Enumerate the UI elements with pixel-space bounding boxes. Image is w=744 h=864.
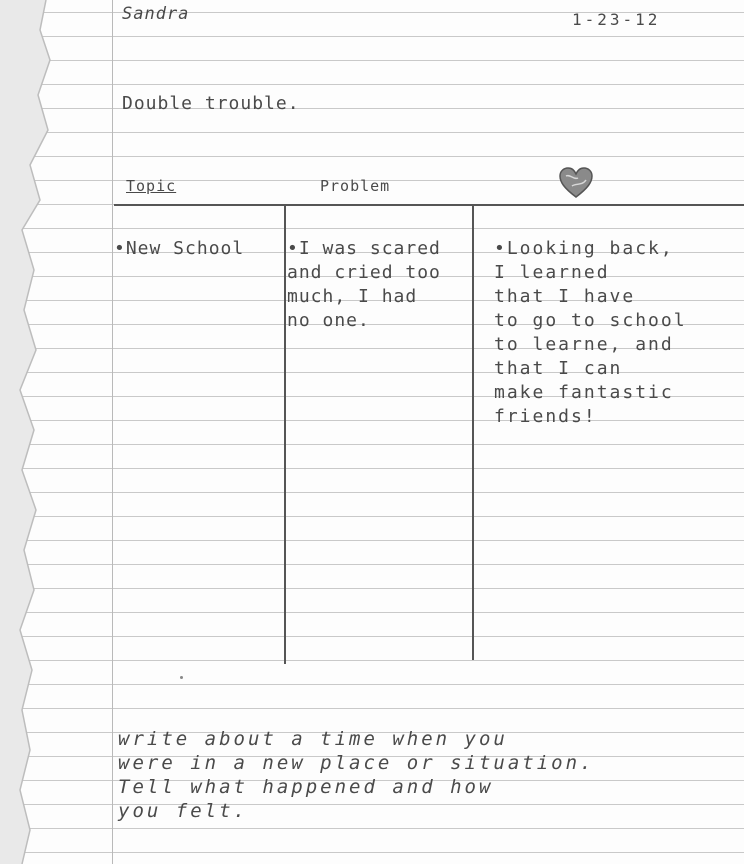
lesson-line: friends! (494, 406, 597, 427)
lesson-line: make fantastic (494, 382, 674, 403)
lesson-line: to go to school (494, 310, 687, 331)
margin-line (112, 0, 113, 864)
problem-cell (287, 237, 441, 333)
lesson-line: to learne, and (494, 334, 674, 355)
prompt-line: Tell what happened and how (118, 776, 494, 798)
heart-icon (558, 166, 594, 200)
table-column-divider (284, 204, 286, 664)
problem-line: and cried too (287, 262, 441, 283)
prompt-line: you felt. (118, 800, 248, 822)
torn-edge (0, 0, 60, 864)
table-column-divider (472, 204, 474, 660)
problem-line: •I was scared (287, 238, 441, 259)
table-header-rule (114, 204, 744, 206)
problem-line: much, I had (287, 286, 418, 307)
student-name: Sandra (122, 4, 190, 24)
stray-mark (180, 676, 183, 679)
writing-prompt (118, 727, 595, 823)
column-header-topic: Topic (126, 177, 177, 195)
prompt-line: write about a time when you (118, 728, 508, 750)
lesson-cell (494, 237, 687, 429)
topic-line: •New School (114, 238, 245, 259)
lesson-line: that I have (494, 286, 636, 307)
lesson-line: I learned (494, 262, 610, 283)
lesson-line: •Looking back, (494, 238, 674, 259)
lesson-line: that I can (494, 358, 623, 379)
problem-line: no one. (287, 310, 370, 331)
prompt-line: were in a new place or situation. (118, 752, 595, 774)
topic-cell (114, 237, 244, 261)
date: 1-23-12 (572, 10, 661, 29)
column-header-problem: Problem (320, 177, 391, 195)
page-title: Double trouble. (122, 93, 300, 114)
